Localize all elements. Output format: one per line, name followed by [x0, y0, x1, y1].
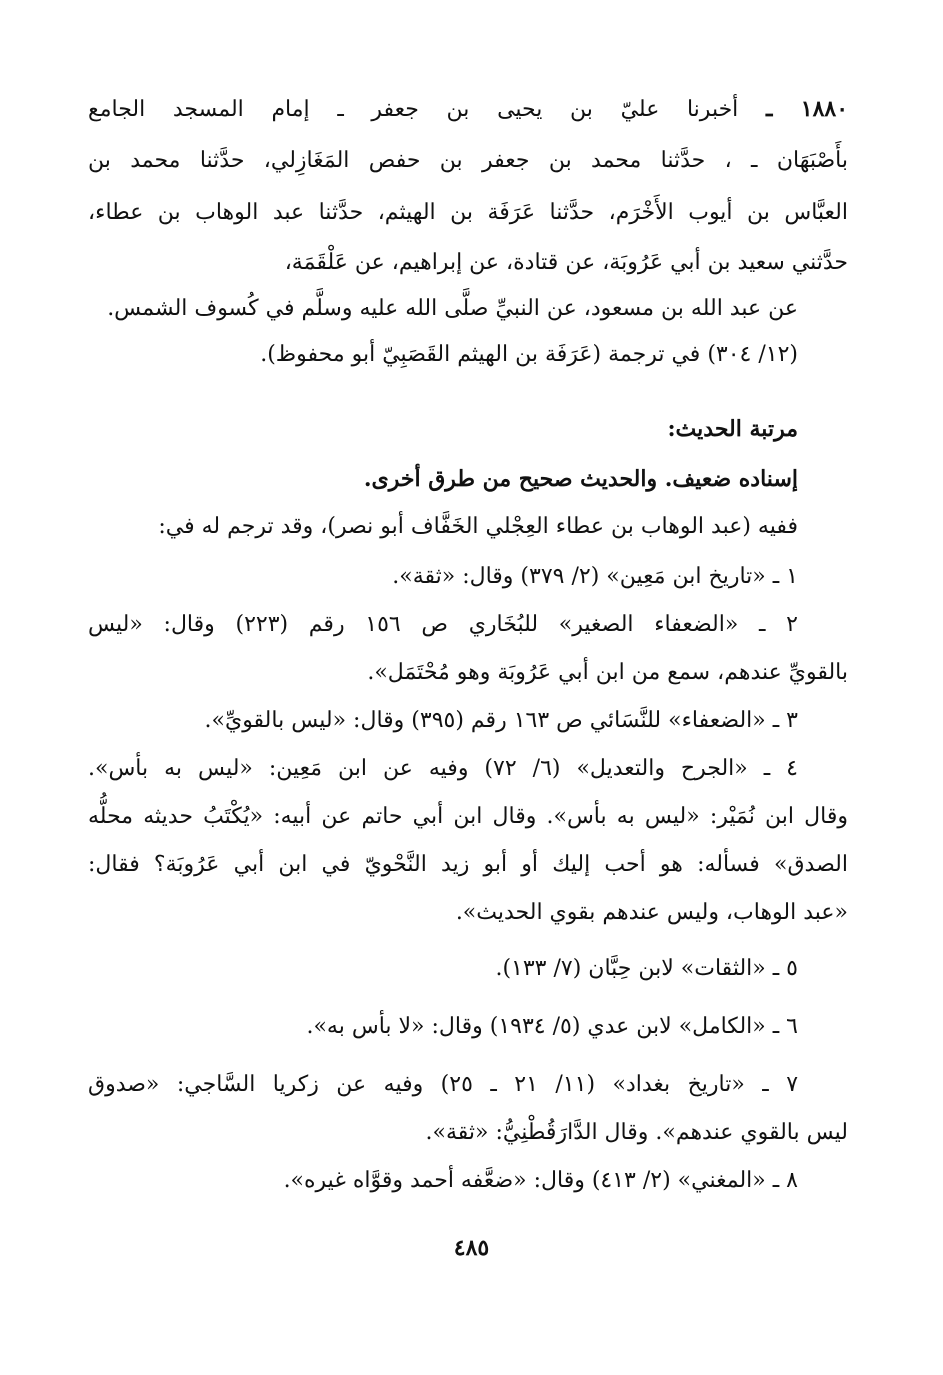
grading-verdict: إسناده ضعيف. والحديث صحيح من طرق أخرى.: [363, 466, 798, 492]
source-line-2: ٢ ـ «الضعفاء الصغير» للبُخَاري ص ١٥٦ رقم (٢٢٣) وقال: «ليس: [88, 612, 798, 637]
source-line-11: ٧ ـ «تاريخ بغداد» (١١/ ٢١ ـ ٢٥) وفيه عن زكريا السَّاجي: «صدوق: [88, 1072, 799, 1097]
hadith-line-4: حدَّثني سعيد بن أبي عَرُوبَة، عن قتادة، عن إبراهيم، عن عَلْقَمَة،: [284, 250, 848, 275]
source-line-12: ليس بالقوي عندهم». وقال الدَّارَقُطْنِيُّ: «ثقة».: [425, 1120, 848, 1145]
source-line-6: وقال ابن نُمَيْر: «ليس به بأس». وقال ابن أبي حاتم عن أبيه: «يُكْتَبُ حديثه محلُّه: [88, 804, 848, 829]
source-line-5: ٤ ـ «الجرح والتعديل» (٦/ ٧٢) وفيه عن ابن مَعِين: «ليس به بأس».: [88, 756, 798, 781]
hadith-line-3: العبَّاس بن أيوب الأَخْرَم، حدَّثنا عَرَفَة بن الهيثم، حدَّثنا عبد الوهاب بن عطاء،: [88, 200, 848, 225]
hadith-line-2: بأَصْبَهَان ـ ، حدَّثنا محمد بن جعفر بن حفص المَغَازِلي، حدَّثنا محمد بن: [88, 148, 848, 173]
hadith-line-5: عن عبد الله بن مسعود، عن النبيِّ صلَّى الله عليه وسلَّم في كُسوف الشمس.: [107, 296, 798, 321]
page-number: ٤٨٥: [453, 1235, 490, 1261]
hadith-isnad-1: أخبرنا عليّ بن يحيى بن جعفر ـ إمام المسجد الجامع: [88, 97, 739, 122]
source-line-10: ٦ ـ «الكامل» لابن عدي (٥/ ١٩٣٤) وقال: «لا بأس به».: [306, 1014, 798, 1039]
source-line-7: الصدق» فسأله: هو أحب إليك أو أبو زيد النَّحْويّ في ابن أبي عَرُوبَة؟ فقال:: [88, 852, 848, 877]
source-line-9: ٥ ـ «الثقات» لابن حِبَّان (٧/ ١٣٣).: [495, 956, 798, 981]
source-line-1: ١ ـ «تاريخ ابن مَعِين» (٢/ ٣٧٩) وقال: «ثقة».: [392, 564, 798, 589]
grading-heading: مرتبة الحديث:: [667, 416, 798, 442]
grading-intro: ففيه (عبد الوهاب بن عطاء العِجْلي الخَفَّاف أبو نصر)، وقد ترجم له في:: [158, 514, 798, 539]
hadith-line-1: [88, 92, 848, 127]
source-line-8: «عبد الوهاب، وليس عندهم بقوي الحديث».: [455, 900, 848, 925]
source-line-13: ٨ ـ «المغني» (٢/ ٤١٣) وقال: «ضعَّفه أحمد وقوَّاه غيره».: [283, 1168, 798, 1193]
hadith-reference: (١٢/ ٣٠٤) في ترجمة (عَرَفَة بن الهيثم القَصَبِيّ أبو محفوظ).: [260, 342, 798, 367]
hadith-number: ١٨٨٠ ـ: [765, 96, 849, 122]
source-line-4: ٣ ـ «الضعفاء» للنَّسَائي ص ١٦٣ رقم (٣٩٥) وقال: «ليس بالقويِّ».: [204, 708, 798, 733]
source-line-3: بالقويِّ عندهم، سمع من ابن أبي عَرُوبَة وهو مُحْتَمَل».: [367, 660, 848, 685]
